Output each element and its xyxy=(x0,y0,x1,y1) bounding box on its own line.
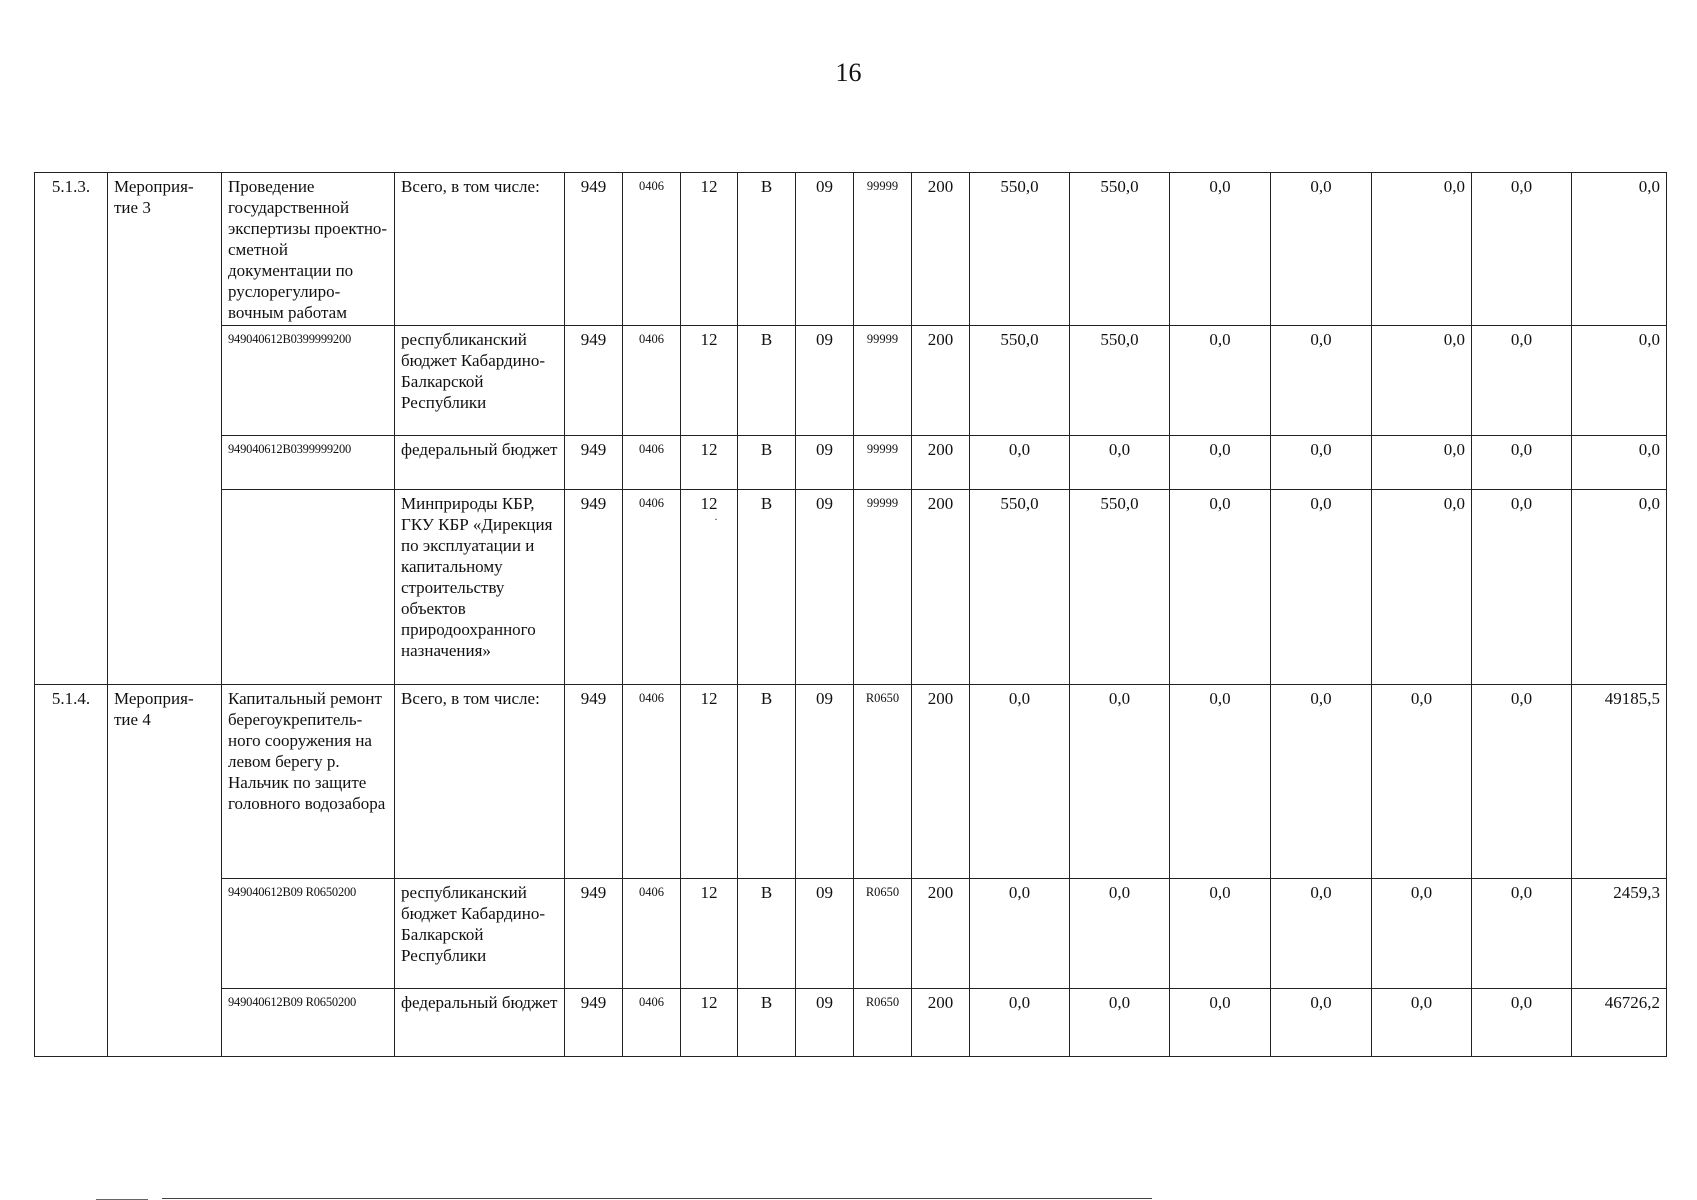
grbs-cell: 949 xyxy=(565,436,623,490)
amount-cell: 0,0 xyxy=(1472,173,1572,326)
kbk-code: 949040612В0399999200 xyxy=(222,436,395,490)
rzpr-cell: 0406 xyxy=(623,436,681,490)
pp-cell: В xyxy=(738,685,796,879)
amount-cell: 0,0 xyxy=(970,879,1070,989)
amount-cell: 0,0 xyxy=(1372,879,1472,989)
amount-cell: 2459,3 xyxy=(1572,879,1667,989)
amount-cell: 0,0 xyxy=(1170,685,1271,879)
amount-cell: 0,0 xyxy=(1572,490,1667,685)
vr-cell: 200 xyxy=(912,173,970,326)
vr-cell: 200 xyxy=(912,326,970,436)
table-row xyxy=(35,173,1667,326)
scan-mark: . xyxy=(714,512,718,523)
gp-cell: 12 xyxy=(681,436,738,490)
gp-cell: 12 xyxy=(681,685,738,879)
vr-cell: 200 xyxy=(912,989,970,1057)
direction-cell: R0650 xyxy=(854,685,912,879)
amount-cell: 0,0 xyxy=(1271,879,1372,989)
amount-cell: 0,0 xyxy=(1372,490,1472,685)
om-cell: 09 xyxy=(796,879,854,989)
funding-source: Всего, в том числе: xyxy=(395,685,565,879)
kbk-code: 949040612В0399999200 xyxy=(222,326,395,436)
direction-cell: R0650 xyxy=(854,989,912,1057)
direction-cell: 99999 xyxy=(854,173,912,326)
amount-cell: 0,0 xyxy=(1070,989,1170,1057)
kbk-code: 949040612В09 R0650200 xyxy=(222,879,395,989)
pp-cell: В xyxy=(738,326,796,436)
grbs-cell: 949 xyxy=(565,989,623,1057)
amount-cell: 0,0 xyxy=(1472,989,1572,1057)
pp-cell: В xyxy=(738,879,796,989)
funding-source: республиканский бюджет Кабардино-Балкарской Республики xyxy=(395,326,565,436)
amount-cell: 550,0 xyxy=(1070,173,1170,326)
kbk-code xyxy=(222,490,395,685)
table-row xyxy=(35,879,1667,989)
activity-label: Мероприя-тие 4 xyxy=(108,685,222,1057)
pp-cell: В xyxy=(738,490,796,685)
funding-source: Всего, в том числе: xyxy=(395,173,565,326)
amount-cell: 0,0 xyxy=(1170,173,1271,326)
rzpr-cell: 0406 xyxy=(623,879,681,989)
table-row xyxy=(35,989,1667,1057)
direction-cell: 99999 xyxy=(854,490,912,685)
page-number: 16 xyxy=(835,58,862,87)
amount-cell: 0,0 xyxy=(1472,326,1572,436)
table-row xyxy=(35,685,1667,879)
om-cell: 09 xyxy=(796,490,854,685)
amount-cell: 0,0 xyxy=(1372,989,1472,1057)
amount-cell: 550,0 xyxy=(1070,490,1170,685)
amount-cell: 0,0 xyxy=(1372,326,1472,436)
amount-cell: 0,0 xyxy=(1572,436,1667,490)
gp-cell xyxy=(681,490,738,685)
pp-cell: В xyxy=(738,436,796,490)
amount-cell: 0,0 xyxy=(1070,685,1170,879)
amount-cell: 46726,2 xyxy=(1572,989,1667,1057)
activity-name: Капитальный ремонт берегоукрепитель-ного сооружения на левом берегу р. Нальчик по защите головного водозабора xyxy=(222,685,395,879)
amount-cell: 0,0 xyxy=(1472,436,1572,490)
amount-cell: 0,0 xyxy=(1170,490,1271,685)
amount-cell: 0,0 xyxy=(970,436,1070,490)
amount-cell: 550,0 xyxy=(1070,326,1170,436)
gp-value: 12 xyxy=(700,494,718,513)
funding-source: республиканский бюджет Кабардино-Балкарской Республики xyxy=(395,879,565,989)
grbs-cell: 949 xyxy=(565,879,623,989)
om-cell: 09 xyxy=(796,173,854,326)
table-row xyxy=(35,436,1667,490)
rzpr-cell: 0406 xyxy=(623,490,681,685)
activity-name: Проведение государственной экспертизы проектно-сметной документации по руслорегулиро-вочным работам xyxy=(222,173,395,326)
table-row xyxy=(35,490,1667,685)
amount-cell: 0,0 xyxy=(1271,685,1372,879)
om-cell: 09 xyxy=(796,685,854,879)
rzpr-cell: 0406 xyxy=(623,989,681,1057)
vr-cell: 200 xyxy=(912,879,970,989)
vr-cell: 200 xyxy=(912,685,970,879)
pp-cell: В xyxy=(738,173,796,326)
amount-cell: 0,0 xyxy=(1170,326,1271,436)
amount-cell: 0,0 xyxy=(1572,326,1667,436)
amount-cell: 0,0 xyxy=(1170,879,1271,989)
om-cell: 09 xyxy=(796,989,854,1057)
rzpr-cell: 0406 xyxy=(623,685,681,879)
direction-cell: 99999 xyxy=(854,326,912,436)
amount-cell: 0,0 xyxy=(1271,989,1372,1057)
grbs-cell: 949 xyxy=(565,685,623,879)
amount-cell: 0,0 xyxy=(1372,173,1472,326)
vr-cell: 200 xyxy=(912,490,970,685)
activity-code: 5.1.4. xyxy=(35,685,108,1057)
table-row xyxy=(35,326,1667,436)
amount-cell: 0,0 xyxy=(1271,173,1372,326)
amount-cell: 0,0 xyxy=(1472,879,1572,989)
footer-rule-long xyxy=(162,1198,1152,1199)
amount-cell: 0,0 xyxy=(1372,685,1472,879)
rzpr-cell: 0406 xyxy=(623,173,681,326)
kbk-code: 949040612В09 R0650200 xyxy=(222,989,395,1057)
activity-code: 5.1.3. xyxy=(35,173,108,685)
grbs-cell: 949 xyxy=(565,490,623,685)
amount-cell: 0,0 xyxy=(1170,989,1271,1057)
gp-cell: 12 xyxy=(681,173,738,326)
amount-cell: 0,0 xyxy=(970,989,1070,1057)
amount-cell: 550,0 xyxy=(970,326,1070,436)
pp-cell: В xyxy=(738,989,796,1057)
amount-cell: 0,0 xyxy=(1070,879,1170,989)
om-cell: 09 xyxy=(796,436,854,490)
grbs-cell: 949 xyxy=(565,326,623,436)
amount-cell: 0,0 xyxy=(1271,436,1372,490)
funding-source: федеральный бюджет xyxy=(395,989,565,1057)
amount-cell: 0,0 xyxy=(1572,173,1667,326)
funding-source: Минприроды КБР, ГКУ КБР «Дирекция по эксплуатации и капитальному строительству объектов природоохранного назначения» xyxy=(395,490,565,685)
gp-cell: 12 xyxy=(681,326,738,436)
funding-source: федеральный бюджет xyxy=(395,436,565,490)
activities-table xyxy=(34,172,1667,1057)
amount-cell: 0,0 xyxy=(1372,436,1472,490)
om-cell: 09 xyxy=(796,326,854,436)
gp-cell: 12 xyxy=(681,879,738,989)
amount-cell: 0,0 xyxy=(1472,685,1572,879)
vr-cell: 200 xyxy=(912,436,970,490)
grbs-cell: 949 xyxy=(565,173,623,326)
amount-cell: 0,0 xyxy=(970,685,1070,879)
activity-label: Мероприя-тие 3 xyxy=(108,173,222,685)
direction-cell: R0650 xyxy=(854,879,912,989)
amount-cell: 550,0 xyxy=(970,173,1070,326)
amount-cell: 0,0 xyxy=(1472,490,1572,685)
amount-cell: 0,0 xyxy=(1271,490,1372,685)
rzpr-cell: 0406 xyxy=(623,326,681,436)
direction-cell: 99999 xyxy=(854,436,912,490)
gp-cell: 12 xyxy=(681,989,738,1057)
amount-cell: 0,0 xyxy=(1170,436,1271,490)
amount-cell: 0,0 xyxy=(1271,326,1372,436)
amount-cell: 0,0 xyxy=(1070,436,1170,490)
amount-cell: 49185,5 xyxy=(1572,685,1667,879)
amount-cell: 550,0 xyxy=(970,490,1070,685)
